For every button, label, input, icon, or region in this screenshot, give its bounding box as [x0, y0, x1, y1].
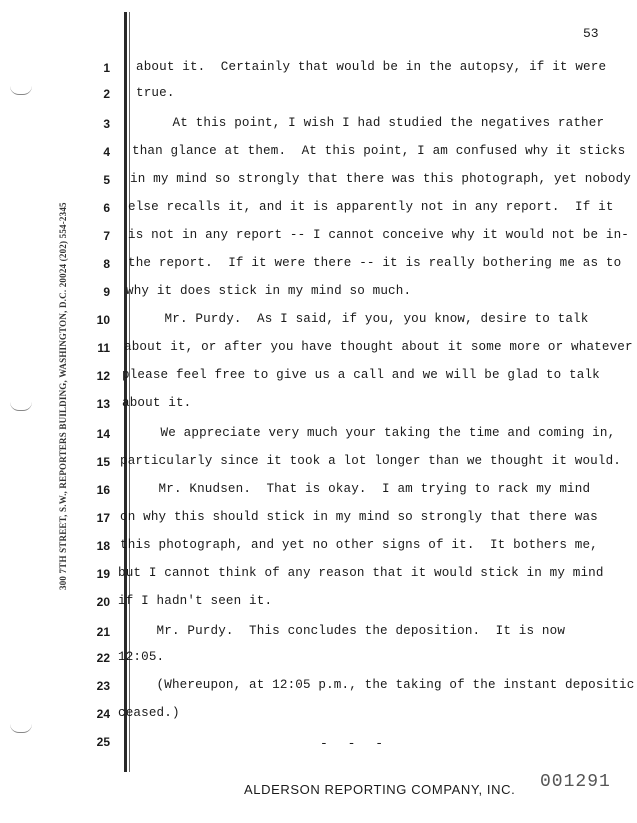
- company-name: ALDERSON REPORTING COMPANY, INC.: [244, 782, 516, 797]
- line-text: in my mind so strongly that there was this photograph, yet nobody: [130, 172, 631, 186]
- line-text: else recalls it, and it is apparently not in any report. If it: [128, 200, 614, 214]
- transcript-line: [0, 60, 637, 78]
- transcript-line: [0, 172, 637, 190]
- transcript-line: [0, 426, 637, 444]
- transcript-line: [0, 454, 637, 472]
- transcript-line: [0, 510, 637, 528]
- line-text: particularly since it took a lot longer than we thought it would.: [120, 454, 621, 468]
- transcript-line: [0, 256, 637, 274]
- transcript-line: [0, 482, 637, 500]
- line-text: Mr. Knudsen. That is okay. I am trying to rack my mind: [120, 482, 591, 496]
- transcript-line: [0, 228, 637, 246]
- transcript-line: [0, 594, 637, 612]
- line-number: 19: [96, 567, 110, 581]
- line-number: 12: [96, 369, 110, 383]
- line-text: on why this should stick in my mind so strongly that there was: [120, 510, 598, 524]
- transcript-line: [0, 566, 637, 584]
- bates-number: 001291: [540, 772, 611, 792]
- line-text: 12:05.: [118, 650, 165, 664]
- line-number: 23: [96, 679, 110, 693]
- line-number: 13: [96, 397, 110, 411]
- line-text: if I hadn't seen it.: [118, 594, 273, 608]
- line-text: than glance at them. At this point, I am confused why it sticks: [132, 144, 626, 158]
- line-text: is not in any report -- I cannot conceive why it would not be in-: [128, 228, 629, 242]
- line-text: At this point, I wish I had studied the negatives rather: [134, 116, 605, 130]
- transcript-line: [0, 624, 637, 642]
- transcript-line: [0, 200, 637, 218]
- transcript-line: [0, 678, 637, 696]
- reporter-address: 300 7TH STREET, S.W., REPORTERS BUILDING, WASHINGTON, D.C. 20024 (202) 554-2345: [58, 202, 68, 590]
- transcript-line: [0, 734, 637, 752]
- transcript-line: [0, 706, 637, 724]
- line-number: 14: [96, 427, 110, 441]
- line-number: 17: [96, 511, 110, 525]
- line-number: 4: [103, 145, 110, 159]
- line-text: please feel free to give us a call and we will be glad to talk: [122, 368, 600, 382]
- line-text: We appreciate very much your taking the time and coming in,: [122, 426, 616, 440]
- page-number: 53: [583, 26, 599, 41]
- line-number: 21: [96, 625, 110, 639]
- line-number: 2: [103, 87, 110, 101]
- end-dashes: - - -: [320, 736, 390, 751]
- line-text: ceased.): [118, 706, 180, 720]
- line-number: 25: [96, 735, 110, 749]
- line-number: 8: [103, 257, 110, 271]
- line-number: 9: [103, 285, 110, 299]
- transcript-line: [0, 368, 637, 386]
- line-number: 16: [96, 483, 110, 497]
- line-number: 6: [103, 201, 110, 215]
- transcript-line: [0, 396, 637, 414]
- line-text: Mr. Purdy. As I said, if you, you know, desire to talk: [126, 312, 589, 326]
- transcript-line: [0, 86, 637, 104]
- line-number: 7: [103, 229, 110, 243]
- transcript-line: [0, 340, 637, 358]
- line-number: 11: [97, 341, 110, 355]
- line-text: true.: [136, 86, 175, 100]
- line-text: about it, or after you have thought about it some more or whatever: [124, 340, 633, 354]
- transcript-line: [0, 312, 637, 330]
- transcript-line: [0, 144, 637, 162]
- line-text: about it. Certainly that would be in the autopsy, if it were: [136, 60, 607, 74]
- line-number: 15: [96, 455, 110, 469]
- line-number: 22: [96, 651, 110, 665]
- line-number: 24: [96, 707, 110, 721]
- line-number: 18: [96, 539, 110, 553]
- line-text: this photograph, and yet no other signs of it. It bothers me,: [120, 538, 598, 552]
- transcript-line: [0, 538, 637, 556]
- line-text: but I cannot think of any reason that it would stick in my mind: [118, 566, 604, 580]
- line-text: why it does stick in my mind so much.: [126, 284, 412, 298]
- line-text: about it.: [122, 396, 192, 410]
- transcript-line: [0, 116, 637, 134]
- line-number: 3: [103, 117, 110, 131]
- punch-hole-mark: [10, 724, 32, 733]
- transcript-line: [0, 284, 637, 302]
- line-number: 20: [96, 595, 110, 609]
- line-number: 10: [96, 313, 110, 327]
- line-number: 1: [103, 61, 110, 75]
- line-text: the report. If it were there -- it is really bothering me as to: [128, 256, 622, 270]
- line-text: (Whereupon, at 12:05 p.m., the taking of the instant depositic: [118, 678, 635, 692]
- transcript-line: [0, 650, 637, 668]
- line-number: 5: [103, 173, 110, 187]
- line-text: Mr. Purdy. This concludes the deposition. It is now: [118, 624, 566, 638]
